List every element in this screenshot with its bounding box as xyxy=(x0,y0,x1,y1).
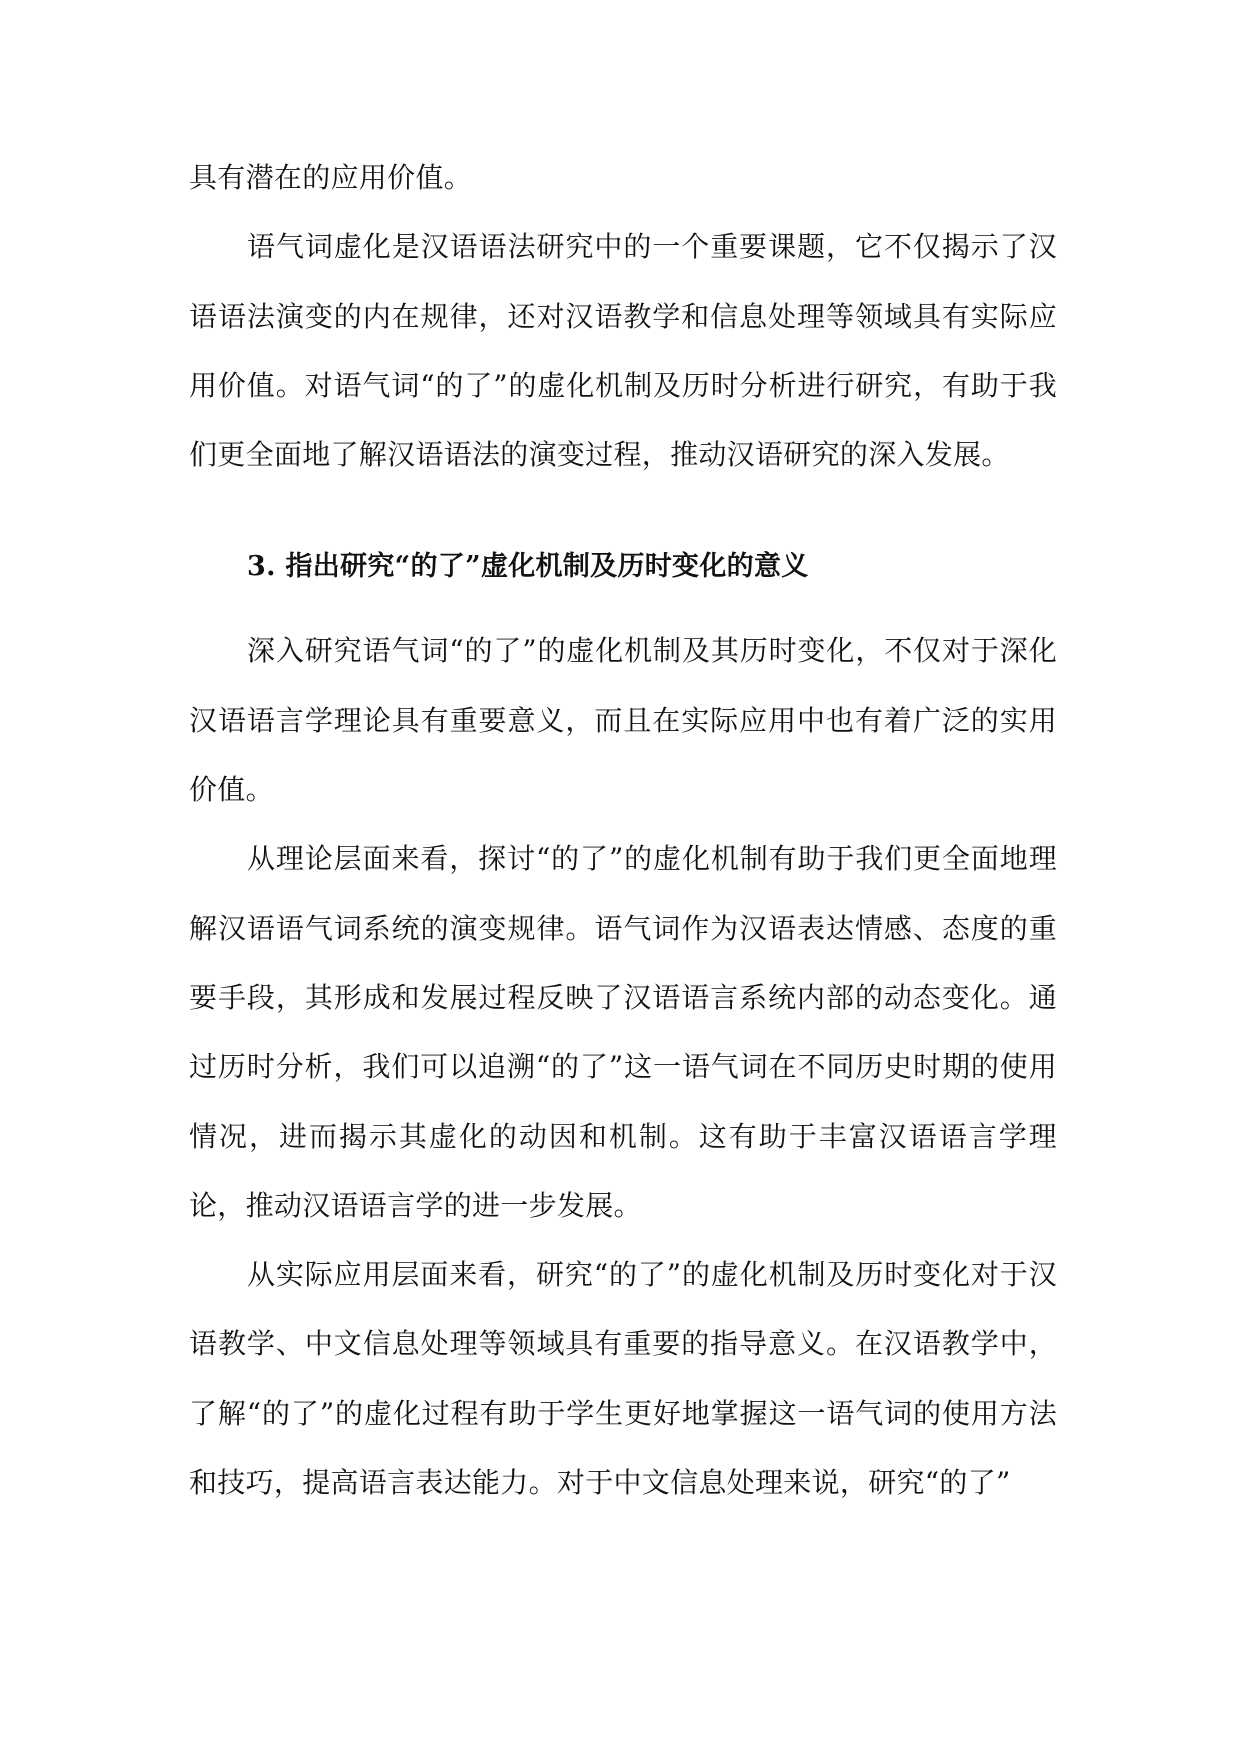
paragraph-continuation: 具有潜在的应用价值。 xyxy=(189,161,473,194)
paragraph-overview: 深入研究语气词“的了”的虚化机制及其历时变化，不仅对于深化汉语语言学理论具有重要意义，而且在实际应用中也有着广泛的实用价值。 xyxy=(189,634,1057,807)
document-body xyxy=(189,143,1057,1517)
section-heading: 3. 指出研究“的了”虚化机制及历时变化的意义 xyxy=(247,551,809,583)
paragraph-theoretical: 从理论层面来看，探讨“的了”的虚化机制有助于我们更全面地理解汉语语气词系统的演变规律。语气词作为汉语表达情感、态度的重要手段，其形成和发展过程反映了汉语语言系统内部的动态变化。通过历时分析，我们可以追溯“的了”这一语气词在不同历史时期的使用情况，进而揭示其虚化的动因和机制。这有助于丰富汉语语言学理论，推动汉语语言学的进一步发展。 xyxy=(189,842,1057,1222)
paragraph-practical: 从实际应用层面来看，研究“的了”的虚化机制及历时变化对于汉语教学、中文信息处理等领域具有重要的指导意义。在汉语教学中，了解“的了”的虚化过程有助于学生更好地掌握这一语气词的使用方法和技巧，提高语言表达能力。对于中文信息处理来说，研究“的了” xyxy=(189,1258,1057,1500)
paragraph-intro-significance: 语气词虚化是汉语语法研究中的一个重要课题，它不仅揭示了汉语语法演变的内在规律，还对汉语教学和信息处理等领域具有实际应用价值。对语气词“的了”的虚化机制及历时分析进行研究，有助于我们更全面地了解汉语语法的演变过程，推动汉语研究的深入发展。 xyxy=(189,230,1057,472)
